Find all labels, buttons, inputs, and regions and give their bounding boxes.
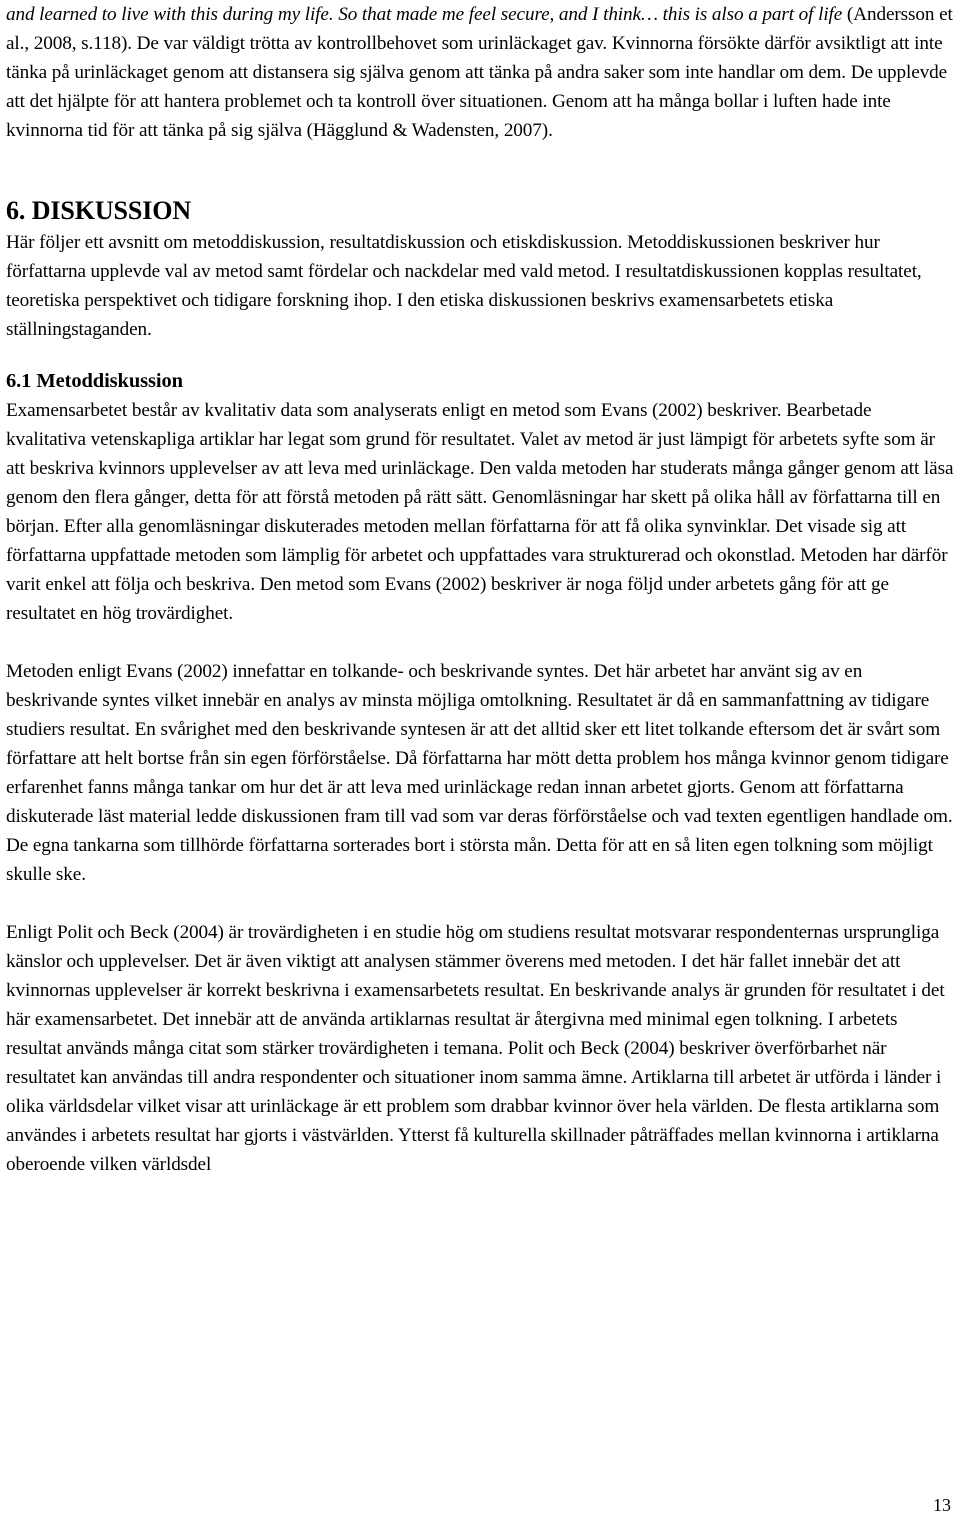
document-page	[6, 0, 954, 1179]
paragraph-continuation: (Andersson et al., 2008, s.118). De var väldigt trötta av kontrollbehovet som urinläckaget gav. Kvinnorna försökte därför avsiktligt att inte tänka på urinläckaget genom att distansera sig själva genom att tänka på andra saker som inte handlar om dem. De upplevde att det hjälpte för att hantera problemet och ta kontroll över situationen. Genom att ha många bollar i luften hade inte kvinnorna tid för att tänka på sig själva (Hägglund & Wadensten, 2007).	[6, 4, 953, 141]
body-paragraph: Examensarbetet består av kvalitativ data som analyserats enligt en metod som Evans (2002) beskriver. Bearbetade kvalitativa vetenskapliga artiklar har legat som grund för resultatet. Valet av metod är just lämpigt för arbetets syfte som är att beskriva kvinnors upplevelser av att leva med urinläckage. Den valda metoden har studerats många gånger genom att läsa genom den flera gånger, detta för att förstå metoden på rätt sätt. Genomläsningar har skett på olika håll av författarna till en början. Efter alla genomläsningar diskuterades metoden mellan författarna för att få olika synvinklar. Det visade sig att författarna uppfattade metoden som lämplig för arbetet och uppfattades vara strukturerad och okonstlad. Metoden har därför varit enkel att följa och beskriva. Den metod som Evans (2002) beskriver är noga följd under arbetets gång för att ge resultatet en hög trovärdighet.	[6, 400, 954, 624]
body-paragraph: Metoden enligt Evans (2002) innefattar en tolkande- och beskrivande syntes. Det här arbetet har använt sig av en beskrivande syntes vilket innebär en analys av minsta möjliga omtolkning. Resultatet är då en sammanfattning av tidigare studiers resultat. En svårighet med den beskrivande syntesen är att det alltid sker ett litet tolkande eftersom det är svårt som författare att helt bortse från sin egen förförståelse. Då författarna har mött detta problem hos många kvinnor genom tidigare erfarenhet fanns många tankar om hur det är att leva med urinläckage redan innan arbetet gjorts. Genom att författarna diskuterade läst material ledde diskussionen fram till vad som var deras förförståelse och vad texten egentligen handlade om. De egna tankarna som tillhörde författarna sorterades bort i största mån. Detta för att en så liten egen tolkning som möjligt skulle ske.	[6, 661, 953, 885]
section-heading-diskussion: 6. DISKUSSION	[6, 196, 192, 225]
subsection-heading-metoddiskussion: 6.1 Metoddiskussion	[6, 370, 183, 392]
section-intro-paragraph: Här följer ett avsnitt om metoddiskussion, resultatdiskussion och etiskdiskussion. Metoddiskussionen beskriver hur författarna upplevde val av metod samt fördelar och nackdelar med vald metod. I resultatdiskussionen kopplas resultatet, teoretiska perspektivet och tidigare forskning ihop. I den etiska diskussionen beskrivs examensarbetets etiska ställningstaganden.	[6, 232, 922, 340]
page-number: 13	[933, 1495, 951, 1515]
opening-paragraph	[6, 0, 954, 145]
interview-quote: and learned to live with this during my life. So that made me feel secure, and I think… this is also a part of life	[6, 4, 843, 25]
body-paragraph: Enligt Polit och Beck (2004) är trovärdigheten i en studie hög om studiens resultat motsvarar respondenternas ursprungliga känslor och upplevelser. Det är även viktigt att analysen stämmer överens med metoden. I det här fallet innebär det att kvinnornas upplevelser är korrekt beskrivna i examensarbetets resultat. En beskrivande analys är grunden för resultatet i det här examensarbetet. Det innebär att de använda artiklarnas resultat är återgivna med minimal egen tolkning. I arbetets resultat används många citat som stärker trovärdigheten i temana. Polit och Beck (2004) beskriver överförbarhet när resultatet kan användas till andra respondenter och situationer inom samma ämne. Artiklarna till arbetet är utförda i länder i olika världsdelar vilket visar att urinläckage är ett problem som drabbar kvinnor över hela världen. De flesta artiklarna som användes i arbetets resultat har gjorts i västvärlden. Ytterst få kulturella skillnader påträffades mellan kvinnorna i artiklarna oberoende vilken världsdel	[6, 922, 945, 1175]
